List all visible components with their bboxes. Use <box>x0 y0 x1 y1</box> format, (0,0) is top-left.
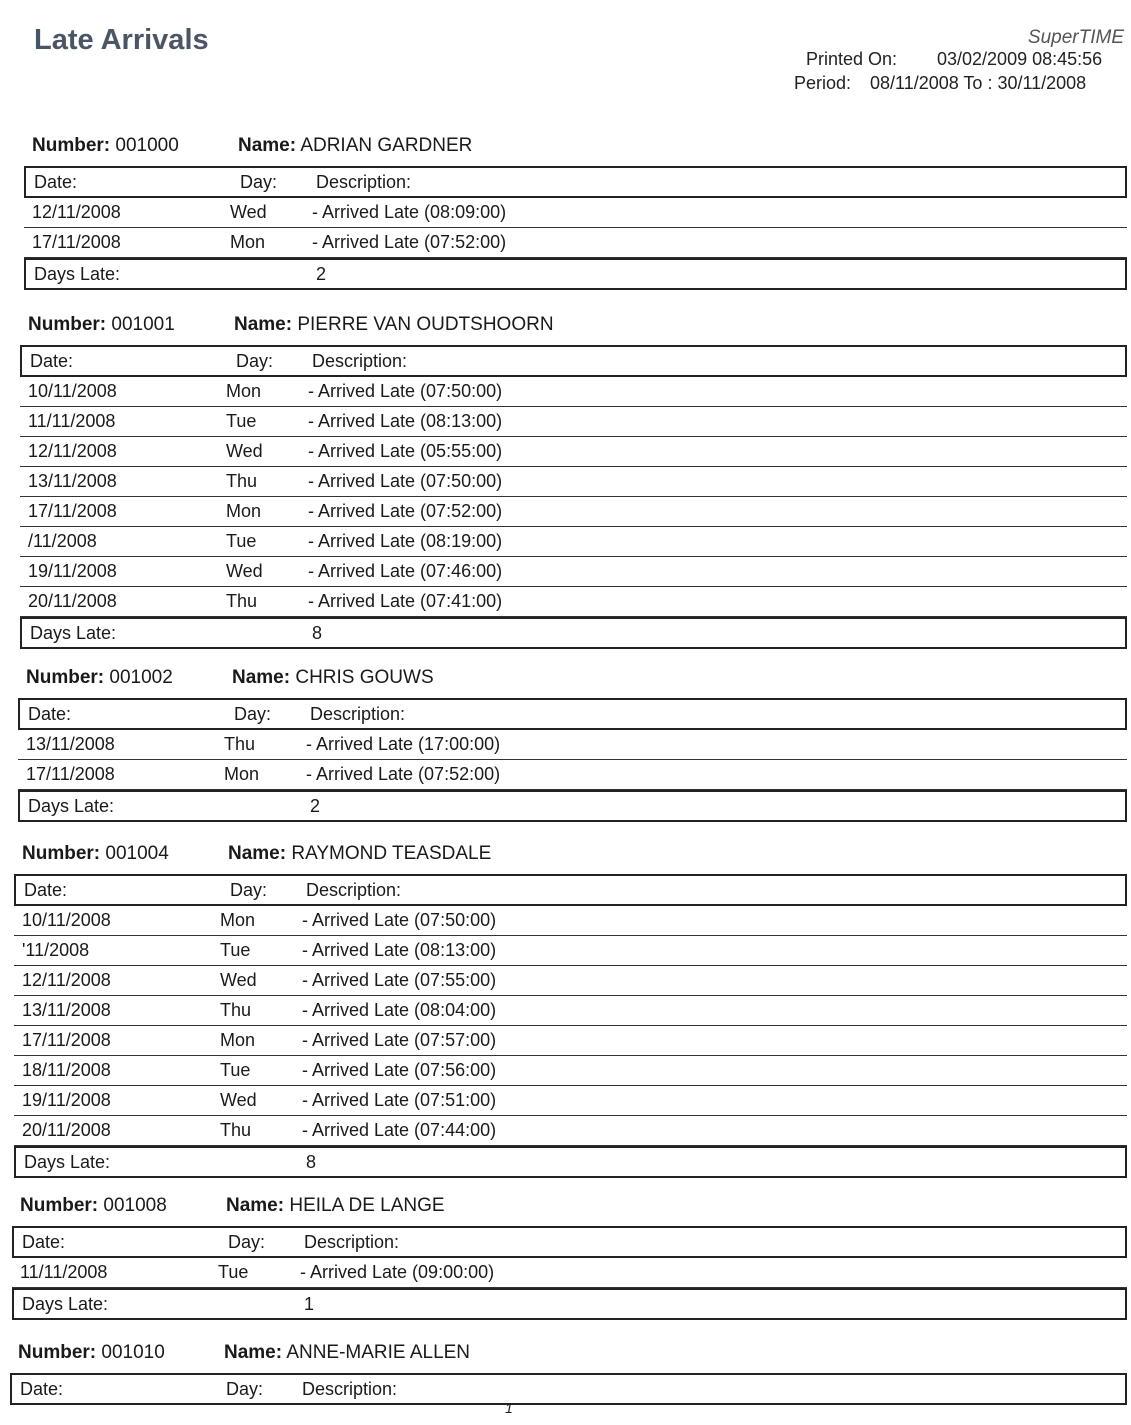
table-row <box>14 936 1127 966</box>
row-day: Thu <box>220 1120 252 1140</box>
number-label: Number: <box>26 667 105 688</box>
row-description: - Arrived Late (07:46:00) <box>308 561 503 581</box>
row-description: - Arrived Late (08:13:00) <box>302 940 497 960</box>
row-day: Tue <box>220 1060 251 1080</box>
row-day: Tue <box>226 531 257 551</box>
table-row <box>24 198 1127 228</box>
employee-number: 001002 <box>109 667 173 688</box>
employee-header <box>0 1335 1131 1373</box>
employee-section <box>0 1335 1131 1405</box>
employee-section <box>0 307 1131 649</box>
employee-name: CHRIS GOUWS <box>295 667 434 688</box>
row-day: Tue <box>226 411 257 431</box>
description-header: Description: <box>306 880 402 900</box>
date-header: Date: <box>22 1232 66 1252</box>
days-late-value: 8 <box>312 623 323 643</box>
description-header: Description: <box>304 1232 400 1252</box>
table-row <box>18 760 1127 790</box>
table-row <box>14 966 1127 996</box>
number-label: Number: <box>20 1195 99 1216</box>
table-row <box>14 906 1127 936</box>
row-description: - Arrived Late (08:13:00) <box>308 411 503 431</box>
days-late-label: Days Late: <box>22 1294 109 1314</box>
row-date: 17/11/2008 <box>32 232 121 252</box>
table-row <box>20 467 1127 497</box>
row-date: 11/11/2008 <box>28 411 116 431</box>
row-date: 20/11/2008 <box>22 1120 111 1140</box>
number-label: Number: <box>32 135 111 156</box>
row-description: - Arrived Late (07:55:00) <box>302 970 497 990</box>
employee-number: 001004 <box>105 843 169 864</box>
date-header: Date: <box>20 1379 64 1399</box>
row-date: 17/11/2008 <box>26 764 115 784</box>
row-day: Mon <box>226 381 262 401</box>
row-day: Tue <box>218 1262 249 1282</box>
name-label: Name: <box>224 1342 283 1363</box>
brand-name: SuperTIME <box>1027 27 1124 48</box>
row-date: 17/11/2008 <box>28 501 117 521</box>
row-description: - Arrived Late (07:51:00) <box>302 1090 497 1110</box>
table-row <box>14 1026 1127 1056</box>
employee-name: HEILA DE LANGE <box>289 1195 445 1216</box>
days-late-value: 8 <box>306 1152 317 1172</box>
row-date: 20/11/2008 <box>28 591 117 611</box>
table-row <box>12 1258 1127 1288</box>
row-day: Mon <box>226 501 262 521</box>
row-date: 11/11/2008 <box>20 1262 108 1282</box>
table-row <box>14 1086 1127 1116</box>
row-date: 12/11/2008 <box>22 970 111 990</box>
employee-name: PIERRE VAN OUDTSHOORN <box>297 314 554 335</box>
row-date: 19/11/2008 <box>28 561 117 581</box>
row-description: - Arrived Late (07:57:00) <box>302 1030 497 1050</box>
employee-number: 001001 <box>111 314 175 335</box>
row-day: Mon <box>224 764 260 784</box>
employee-number: 001008 <box>103 1195 167 1216</box>
days-late-row <box>14 1146 1127 1178</box>
day-header: Day: <box>226 1379 264 1399</box>
row-date: 12/11/2008 <box>28 441 117 461</box>
row-date: /11/2008 <box>28 531 97 551</box>
row-date: 19/11/2008 <box>22 1090 111 1110</box>
day-header: Day: <box>240 172 278 192</box>
day-header: Day: <box>230 880 268 900</box>
row-description: - Arrived Late (07:44:00) <box>302 1120 497 1140</box>
table-row <box>20 527 1127 557</box>
row-date: 10/11/2008 <box>22 910 111 930</box>
row-day: Mon <box>220 910 256 930</box>
day-header: Day: <box>236 351 274 371</box>
row-day: Thu <box>226 471 258 491</box>
employee-section <box>0 836 1131 1178</box>
report-title: Late Arrivals <box>34 24 209 56</box>
days-late-value: 1 <box>304 1294 315 1314</box>
number-label: Number: <box>22 843 101 864</box>
number-label: Number: <box>28 314 107 335</box>
name-label: Name: <box>226 1195 285 1216</box>
row-description: - Arrived Late (07:41:00) <box>308 591 503 611</box>
table-row <box>20 497 1127 527</box>
period-label: Period: <box>794 73 852 93</box>
column-header-row <box>14 874 1127 906</box>
row-day: Wed <box>220 970 257 990</box>
employee-number: 001010 <box>101 1342 165 1363</box>
description-header: Description: <box>302 1379 398 1399</box>
row-day: Thu <box>226 591 258 611</box>
table-row <box>20 437 1127 467</box>
table-row <box>24 228 1127 258</box>
row-date: 13/11/2008 <box>28 471 117 491</box>
row-date: 12/11/2008 <box>32 202 121 222</box>
employee-section <box>0 1188 1131 1320</box>
column-header-row <box>12 1226 1127 1258</box>
row-description: - Arrived Late (07:50:00) <box>308 471 503 491</box>
name-label: Name: <box>234 314 293 335</box>
column-header-row <box>10 1373 1127 1405</box>
row-day: Wed <box>230 202 267 222</box>
table-row <box>20 587 1127 617</box>
day-header: Day: <box>228 1232 266 1252</box>
table-row <box>14 996 1127 1026</box>
row-description: - Arrived Late (05:55:00) <box>308 441 503 461</box>
table-row <box>20 407 1127 437</box>
row-date: 10/11/2008 <box>28 381 117 401</box>
page-number: 1 <box>505 1400 513 1416</box>
days-late-row <box>18 790 1127 822</box>
description-header: Description: <box>316 172 412 192</box>
column-header-row <box>20 345 1127 377</box>
date-header: Date: <box>28 704 72 724</box>
row-description: - Arrived Late (07:52:00) <box>312 232 507 252</box>
row-day: Tue <box>220 940 251 960</box>
column-header-row <box>18 698 1127 730</box>
table-row <box>18 730 1127 760</box>
period-value: 08/11/2008 To : 30/11/2008 <box>870 73 1087 93</box>
row-day: Thu <box>220 1000 252 1020</box>
printed-on-value: 03/02/2009 08:45:56 <box>937 49 1103 69</box>
name-label: Name: <box>232 667 291 688</box>
days-late-row <box>24 258 1127 290</box>
row-description: - Arrived Late (07:52:00) <box>306 764 501 784</box>
date-header: Date: <box>34 172 78 192</box>
days-late-value: 2 <box>310 796 321 816</box>
employee-name: RAYMOND TEASDALE <box>291 843 492 864</box>
row-date: 18/11/2008 <box>22 1060 111 1080</box>
row-description: - Arrived Late (09:00:00) <box>300 1262 495 1282</box>
row-description: - Arrived Late (08:19:00) <box>308 531 503 551</box>
row-description: - Arrived Late (08:04:00) <box>302 1000 497 1020</box>
employee-name: ADRIAN GARDNER <box>300 135 473 156</box>
printed-on-label: Printed On: <box>806 49 898 69</box>
row-day: Thu <box>224 734 256 754</box>
table-row <box>14 1056 1127 1086</box>
employee-header <box>0 836 1131 874</box>
employee-number: 001000 <box>115 135 179 156</box>
days-late-row <box>20 617 1127 649</box>
table-row <box>20 377 1127 407</box>
days-late-label: Days Late: <box>34 264 121 284</box>
column-header-row <box>24 166 1127 198</box>
employee-section <box>0 660 1131 822</box>
employee-section <box>0 128 1131 290</box>
row-day: Wed <box>220 1090 257 1110</box>
row-description: - Arrived Late (08:09:00) <box>312 202 507 222</box>
row-description: - Arrived Late (07:50:00) <box>302 910 497 930</box>
row-date: 13/11/2008 <box>26 734 115 754</box>
days-late-value: 2 <box>316 264 327 284</box>
row-day: Mon <box>220 1030 256 1050</box>
days-late-row <box>12 1288 1127 1320</box>
row-date: '11/2008 <box>22 940 90 960</box>
row-description: - Arrived Late (07:56:00) <box>302 1060 497 1080</box>
days-late-label: Days Late: <box>24 1152 111 1172</box>
row-day: Wed <box>226 441 263 461</box>
row-description: - Arrived Late (17:00:00) <box>306 734 501 754</box>
row-date: 13/11/2008 <box>22 1000 111 1020</box>
row-description: - Arrived Late (07:50:00) <box>308 381 503 401</box>
number-label: Number: <box>18 1342 97 1363</box>
description-header: Description: <box>310 704 406 724</box>
days-late-label: Days Late: <box>28 796 115 816</box>
row-day: Wed <box>226 561 263 581</box>
table-row <box>20 557 1127 587</box>
date-header: Date: <box>30 351 74 371</box>
employee-name: ANNE-MARIE ALLEN <box>286 1342 471 1363</box>
employee-header <box>0 307 1131 345</box>
row-day: Mon <box>230 232 266 252</box>
day-header: Day: <box>234 704 272 724</box>
description-header: Description: <box>312 351 408 371</box>
date-header: Date: <box>24 880 68 900</box>
name-label: Name: <box>228 843 287 864</box>
name-label: Name: <box>238 135 297 156</box>
employee-header <box>0 1188 1131 1226</box>
table-row <box>14 1116 1127 1146</box>
employee-header <box>0 660 1131 698</box>
days-late-label: Days Late: <box>30 623 117 643</box>
row-date: 17/11/2008 <box>22 1030 111 1050</box>
row-description: - Arrived Late (07:52:00) <box>308 501 503 521</box>
employee-header <box>0 128 1131 166</box>
